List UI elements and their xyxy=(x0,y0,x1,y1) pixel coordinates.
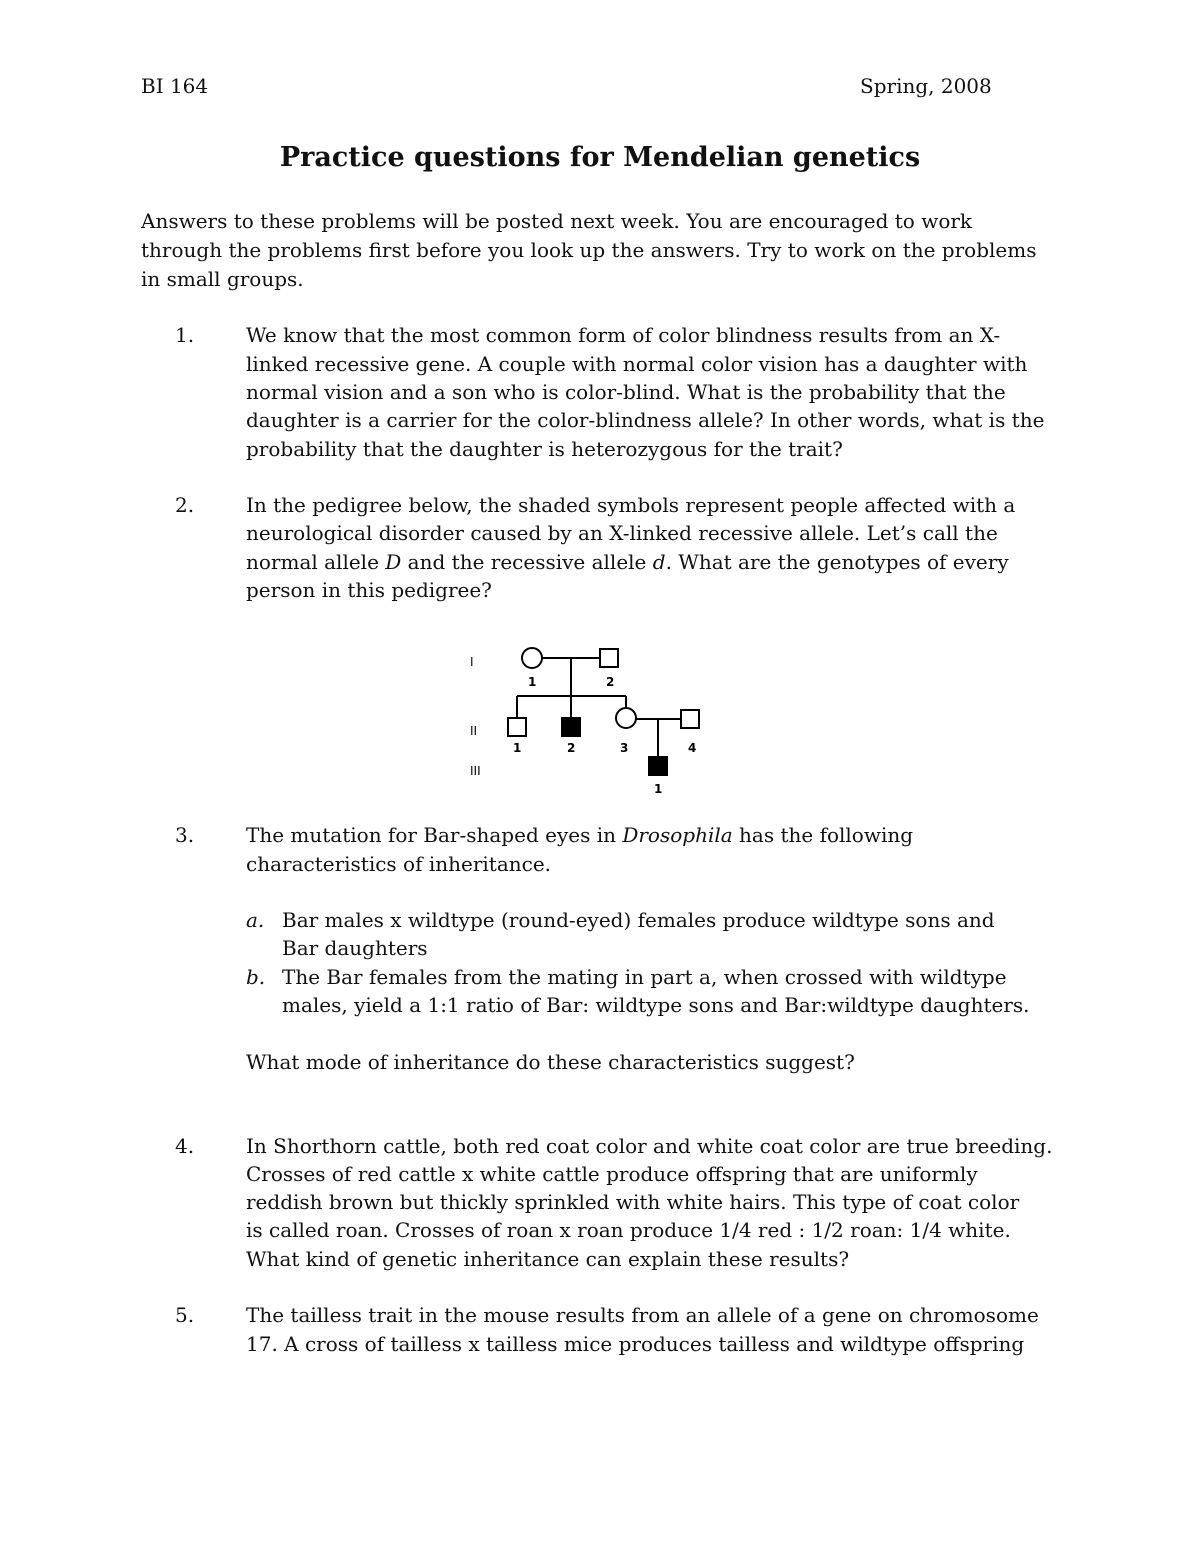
question-line: reddish brown but thickly sprinkled with white hairs. This type of coat color xyxy=(246,1190,1020,1214)
pedigree-generation-label: III xyxy=(470,764,481,778)
pedigree-male-I-2 xyxy=(600,649,618,667)
question-line: characteristics of inheritance. xyxy=(246,852,552,876)
intro-line: Answers to these problems will be posted next week. You are encouraged to work xyxy=(141,209,973,233)
question-line: is called roan. Crosses of roan x roan produce 1/4 red : 1/2 roan: 1/4 white. xyxy=(246,1218,1011,1242)
question-line: We know that the most common form of color blindness results from an X- xyxy=(246,323,1001,347)
pedigree-male-II-4 xyxy=(681,710,699,728)
course-code: BI 164 xyxy=(141,74,209,98)
question-line: In the pedigree below, the shaded symbols represent people affected with a xyxy=(246,493,1016,517)
pedigree-male-II-2-affected xyxy=(562,718,580,736)
question-line: The tailless trait in the mouse results from an allele of a gene on chromosome xyxy=(246,1303,1039,1327)
pedigree-individual-number: 1 xyxy=(513,741,522,755)
question-line: The mutation for Bar-shaped eyes in Drosophila has the following xyxy=(246,823,914,847)
pedigree-male-III-1-affected xyxy=(649,757,667,775)
term-date: Spring, 2008 xyxy=(860,74,992,98)
question-line: linked recessive gene. A couple with normal color vision has a daughter with xyxy=(246,352,1028,376)
question-number: 4. xyxy=(175,1134,195,1158)
question-number: 3. xyxy=(175,823,195,847)
part-label: b. xyxy=(246,965,266,989)
pedigree-individual-number: 4 xyxy=(688,741,697,755)
question-number: 1. xyxy=(175,323,195,347)
pedigree-male-II-1 xyxy=(508,718,526,736)
question-line: probability that the daughter is heterozygous for the trait? xyxy=(246,437,843,461)
pedigree-diagram xyxy=(440,630,740,805)
question-followup: What mode of inheritance do these characteristics suggest? xyxy=(246,1050,855,1074)
pedigree-generation-label: I xyxy=(470,655,474,669)
pedigree-individual-number: 3 xyxy=(620,741,629,755)
page-title: Practice questions for Mendelian genetics xyxy=(279,142,921,173)
question-line: neurological disorder caused by an X-linked recessive allele. Let’s call the xyxy=(246,521,998,545)
part-line: Bar males x wildtype (round-eyed) females produce wildtype sons and xyxy=(282,908,995,932)
question-line: In Shorthorn cattle, both red coat color and white coat color are true breeding. xyxy=(246,1134,1053,1158)
question-line: person in this pedigree? xyxy=(246,578,492,602)
question-line: daughter is a carrier for the color-blindness allele? In other words, what is the xyxy=(246,408,1045,432)
intro-line: through the problems first before you look up the answers. Try to work on the problems xyxy=(141,238,1037,262)
pedigree-generation-label: II xyxy=(470,724,478,738)
question-line: 17. A cross of tailless x tailless mice produces tailless and wildtype offspring xyxy=(246,1332,1025,1356)
part-line: The Bar females from the mating in part a, when crossed with wildtype xyxy=(282,965,1007,989)
question-line: normal allele D and the recessive allele d. What are the genotypes of every xyxy=(246,550,1009,574)
part-label: a. xyxy=(246,908,265,932)
question-line: normal vision and a son who is color-blind. What is the probability that the xyxy=(246,380,1006,404)
part-line: males, yield a 1:1 ratio of Bar: wildtype sons and Bar:wildtype daughters. xyxy=(282,993,1030,1017)
part-line: Bar daughters xyxy=(282,936,428,960)
question-line: Crosses of red cattle x white cattle produce offspring that are uniformly xyxy=(246,1162,978,1186)
pedigree-female-I-1 xyxy=(522,648,542,668)
question-line: What kind of genetic inheritance can explain these results? xyxy=(246,1247,850,1271)
question-number: 5. xyxy=(175,1303,195,1327)
pedigree-individual-number: 1 xyxy=(654,782,663,796)
pedigree-individual-number: 2 xyxy=(606,675,615,689)
intro-line: in small groups. xyxy=(141,267,304,291)
pedigree-individual-number: 1 xyxy=(528,675,537,689)
pedigree-female-II-3 xyxy=(616,708,636,728)
pedigree-individual-number: 2 xyxy=(567,741,576,755)
question-number: 2. xyxy=(175,493,195,517)
